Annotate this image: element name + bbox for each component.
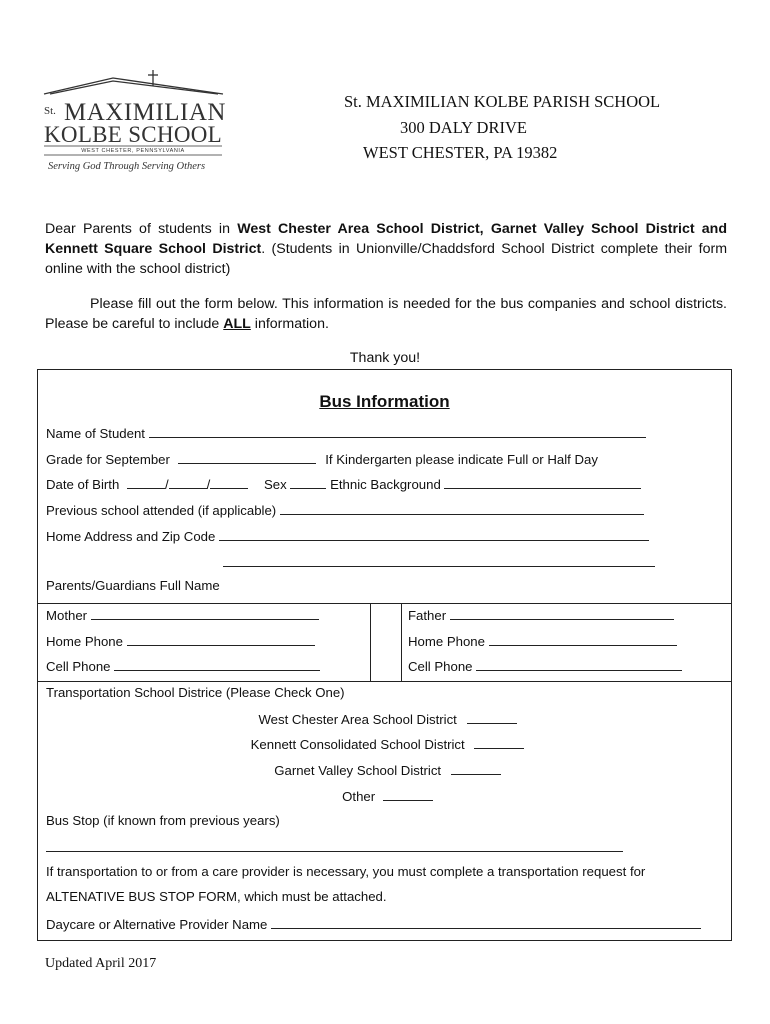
father-home-phone-label: Home Phone: [408, 634, 485, 649]
grade-row: [46, 450, 598, 467]
district-check-garnet-valley[interactable]: [451, 761, 501, 775]
mother-field[interactable]: [91, 606, 319, 620]
father-row: [408, 606, 674, 623]
daycare-label: Daycare or Alternative Provider Name: [46, 917, 268, 932]
bus-stop-field[interactable]: [46, 838, 623, 852]
previous-school-field[interactable]: [280, 501, 644, 515]
student-name-field[interactable]: [149, 424, 646, 438]
parents-table-bottom-border: [38, 681, 731, 682]
father-label: Father: [408, 608, 447, 623]
district-option-label: West Chester Area School District: [258, 712, 457, 727]
father-home-phone-row: [408, 632, 677, 649]
student-name-label: Name of Student: [46, 426, 145, 441]
care-provider-note-line2: ALTENATIVE BUS STOP FORM, which must be attached.: [46, 889, 387, 904]
district-option-west-chester: [38, 710, 731, 727]
sex-label: Sex: [264, 477, 287, 492]
instruction-text-end: information.: [250, 316, 329, 332]
dob-label: Date of Birth: [46, 477, 120, 492]
transport-label: Transportation School Districe (Please Check One): [46, 685, 345, 700]
bus-stop-label: Bus Stop (if known from previous years): [46, 813, 280, 828]
previous-school-label: Previous school attended (if applicable): [46, 503, 277, 518]
thank-you: Thank you!: [349, 350, 421, 366]
school-name: St. MAXIMILIAN KOLBE PARISH SCHOOL: [344, 92, 661, 111]
mother-home-phone-row: [46, 632, 315, 649]
kindergarten-label: If Kindergarten please indicate Full or Half Day: [325, 452, 598, 467]
father-field[interactable]: [450, 606, 674, 620]
father-cell-phone-row: [408, 657, 682, 674]
mother-cell-phone-label: Cell Phone: [46, 659, 111, 674]
previous-school-row: [46, 501, 644, 518]
father-home-phone-field[interactable]: [489, 632, 677, 646]
mother-label: Mother: [46, 608, 88, 623]
sex-field[interactable]: [290, 475, 326, 489]
address-field-line2[interactable]: [223, 553, 655, 567]
roof-cross-icon: [44, 70, 223, 94]
form-title: Bus Information: [319, 392, 450, 411]
logo-line2: KOLBE SCHOOL: [44, 122, 223, 147]
dob-separator: /: [164, 477, 169, 492]
district-check-west-chester[interactable]: [467, 710, 517, 724]
daycare-row: [46, 915, 701, 932]
intro-districts: West Chester Area School District, Garnet Valley School District and Kennett Square School District: [45, 221, 727, 257]
parents-label: Parents/Guardians Full Name: [46, 578, 220, 593]
father-cell-phone-field[interactable]: [476, 657, 682, 671]
mother-row: [46, 606, 319, 623]
updated-date: Updated April 2017: [45, 956, 157, 971]
mother-home-phone-label: Home Phone: [46, 634, 123, 649]
district-check-other[interactable]: [383, 787, 433, 801]
ethnic-label: Ethnic Background: [330, 477, 441, 492]
mother-home-phone-field[interactable]: [127, 632, 315, 646]
care-provider-note-line1: If transportation to or from a care provider is necessary, you must complete a transportation request for: [46, 864, 646, 879]
district-option-garnet-valley: [38, 761, 731, 778]
parents-divider-left: [370, 603, 371, 681]
district-option-label: Garnet Valley School District: [274, 763, 442, 778]
dob-month-field[interactable]: [127, 475, 165, 489]
instruction-text: Please fill out the form below. This information is needed for the bus companies and school districts. Please be careful to include: [45, 296, 727, 332]
address-row: [46, 527, 649, 544]
district-option-kennett: [38, 735, 731, 752]
grade-field[interactable]: [178, 450, 316, 464]
dob-row: [46, 475, 641, 492]
logo-motto: Serving God Through Serving Others: [48, 161, 206, 172]
daycare-field[interactable]: [271, 915, 701, 929]
mother-cell-phone-field[interactable]: [114, 657, 320, 671]
logo-location: WEST CHESTER, PENNSYLVANIA: [81, 148, 185, 154]
intro-paragraph-2: [45, 294, 727, 334]
district-check-kennett[interactable]: [474, 735, 524, 749]
grade-label: Grade for September: [46, 452, 170, 467]
address-label: Home Address and Zip Code: [46, 529, 216, 544]
address-field[interactable]: [219, 527, 649, 541]
intro-text: Dear Parents of students in: [45, 221, 238, 237]
district-option-other: [38, 787, 731, 804]
intro-paragraph-1: [45, 219, 727, 279]
instruction-emphasis: ALL: [223, 316, 251, 332]
logo-line1: MAXIMILIAN: [64, 99, 226, 126]
intro-text-note: . (Students in Unionville/Chaddsford School District complete their form online with the school district): [45, 241, 728, 277]
bus-information-form: [37, 369, 732, 941]
parents-table-top-border: [38, 603, 731, 604]
parents-divider-right: [401, 603, 402, 681]
dob-separator: /: [206, 477, 211, 492]
mother-cell-phone-row: [46, 657, 320, 674]
school-logo: [38, 70, 228, 178]
school-street: 300 DALY DRIVE: [400, 118, 527, 137]
ethnic-field[interactable]: [444, 475, 641, 489]
district-option-label: Other: [342, 789, 376, 804]
dob-year-field[interactable]: [210, 475, 248, 489]
father-cell-phone-label: Cell Phone: [408, 659, 473, 674]
school-city: WEST CHESTER, PA 19382: [363, 143, 558, 162]
student-name-row: [46, 424, 646, 441]
logo-prefix: St.: [44, 105, 56, 117]
dob-day-field[interactable]: [169, 475, 207, 489]
district-option-label: Kennett Consolidated School District: [250, 737, 465, 752]
